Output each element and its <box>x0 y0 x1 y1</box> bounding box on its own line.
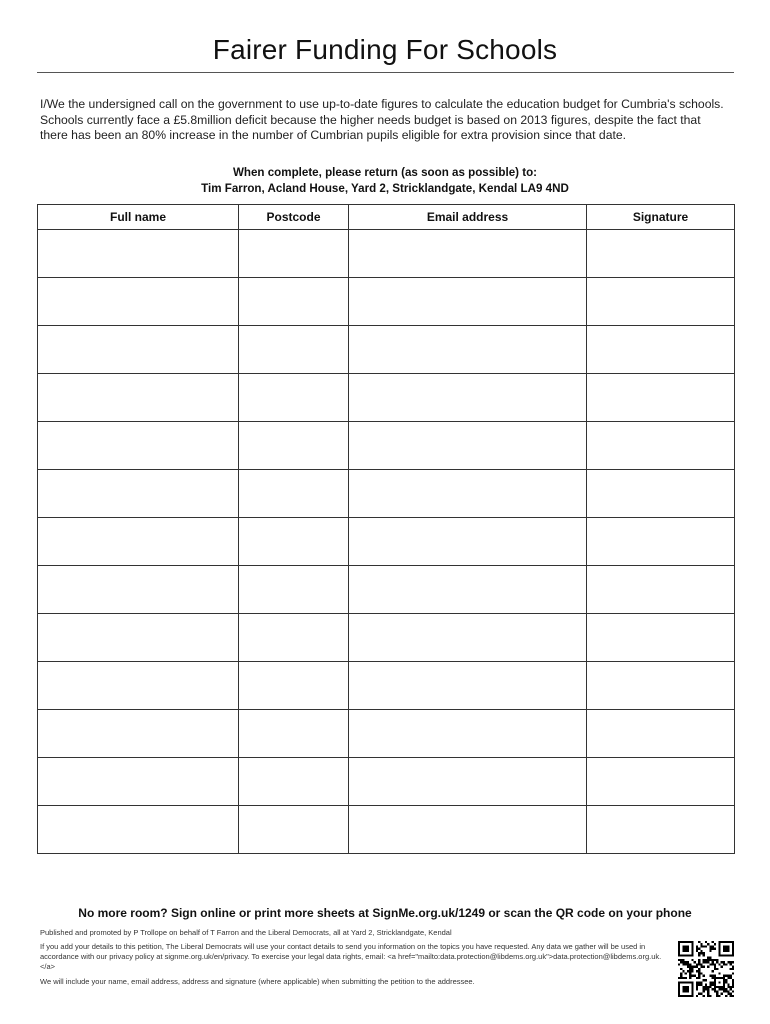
cell-signature[interactable] <box>587 806 735 854</box>
cell-full-name[interactable] <box>38 470 239 518</box>
cell-signature[interactable] <box>587 374 735 422</box>
table-row <box>38 374 735 422</box>
cell-postcode[interactable] <box>239 278 349 326</box>
cell-signature[interactable] <box>587 470 735 518</box>
return-instruction-line: When complete, please return (as soon as possible) to: <box>232 166 538 179</box>
cell-postcode[interactable] <box>239 422 349 470</box>
cell-signature[interactable] <box>587 518 735 566</box>
table-row <box>38 614 735 662</box>
cell-email[interactable] <box>349 806 587 854</box>
return-instructions <box>0 165 770 196</box>
cell-email[interactable] <box>349 614 587 662</box>
cell-email[interactable] <box>349 470 587 518</box>
table-row <box>38 518 735 566</box>
privacy-notice: If you add your details to this petition, The Liberal Democrats will use your contact details to send you information on the topics you have requested. Any data we gather will be used in accordance with our privacy policy at signme.org.uk/en/privacy. To exercise your legal data rights, email: <a href="mailto:data.protection@libdems.org.uk">data.protection@libdems.org.uk.</a> <box>40 942 662 971</box>
table-row <box>38 662 735 710</box>
cell-postcode[interactable] <box>239 470 349 518</box>
table-row <box>38 470 735 518</box>
cell-full-name[interactable] <box>38 710 239 758</box>
cell-postcode[interactable] <box>239 230 349 278</box>
table-row <box>38 278 735 326</box>
cell-postcode[interactable] <box>239 374 349 422</box>
page-title: Fairer Funding For Schools <box>212 34 558 65</box>
cell-signature[interactable] <box>587 230 735 278</box>
cell-email[interactable] <box>349 374 587 422</box>
cell-email[interactable] <box>349 758 587 806</box>
return-address: Tim Farron, Acland House, Yard 2, Stricklandgate, Kendal LA9 4ND <box>201 181 569 195</box>
qr-code-icon[interactable] <box>678 941 734 997</box>
cell-full-name[interactable] <box>38 518 239 566</box>
cell-full-name[interactable] <box>38 566 239 614</box>
cell-postcode[interactable] <box>239 518 349 566</box>
addressee-notice: We will include your name, email address, address and signature (where applicable) when submitting the petition to the addressee. <box>40 977 475 986</box>
cell-email[interactable] <box>349 566 587 614</box>
cell-signature[interactable] <box>587 278 735 326</box>
cell-full-name[interactable] <box>38 758 239 806</box>
cell-email[interactable] <box>349 518 587 566</box>
cell-postcode[interactable] <box>239 710 349 758</box>
signature-rows <box>38 230 735 854</box>
column-header-postcode: Postcode <box>239 205 349 230</box>
cell-email[interactable] <box>349 710 587 758</box>
cell-full-name[interactable] <box>38 278 239 326</box>
cell-postcode[interactable] <box>239 662 349 710</box>
column-header-full-name: Full name <box>38 205 239 230</box>
cell-signature[interactable] <box>587 662 735 710</box>
cell-email[interactable] <box>349 422 587 470</box>
table-header-row <box>38 205 735 230</box>
cell-postcode[interactable] <box>239 566 349 614</box>
cell-email[interactable] <box>349 230 587 278</box>
table-row <box>38 806 735 854</box>
cell-full-name[interactable] <box>38 422 239 470</box>
cell-full-name[interactable] <box>38 806 239 854</box>
column-header-signature: Signature <box>587 205 735 230</box>
table-row <box>38 566 735 614</box>
table-row <box>38 230 735 278</box>
signature-table <box>37 204 735 854</box>
cell-signature[interactable] <box>587 566 735 614</box>
cell-email[interactable] <box>349 278 587 326</box>
cell-full-name[interactable] <box>38 374 239 422</box>
petition-statement: I/We the undersigned call on the government to use up-to-date figures to calculate the education budget for Cumbria's schools. Schools currently face a £5.8million deficit because the higher needs budget is based on 2013 figures, despite the fact that there has been an 80% increase in the number of Cumbrian pupils eligible for extra provision since that date. <box>40 97 724 143</box>
cell-full-name[interactable] <box>38 614 239 662</box>
cell-postcode[interactable] <box>239 614 349 662</box>
cell-full-name[interactable] <box>38 662 239 710</box>
cell-full-name[interactable] <box>38 230 239 278</box>
cell-email[interactable] <box>349 662 587 710</box>
table-row <box>38 758 735 806</box>
cell-signature[interactable] <box>587 710 735 758</box>
title-divider <box>37 72 734 73</box>
online-signing-callout: No more room? Sign online or print more sheets at SignMe.org.uk/1249 or scan the QR code on your phone <box>78 906 692 920</box>
cell-signature[interactable] <box>587 758 735 806</box>
cell-full-name[interactable] <box>38 326 239 374</box>
cell-postcode[interactable] <box>239 758 349 806</box>
table-row <box>38 422 735 470</box>
cell-postcode[interactable] <box>239 326 349 374</box>
cell-signature[interactable] <box>587 614 735 662</box>
column-header-email: Email address <box>349 205 587 230</box>
cell-signature[interactable] <box>587 422 735 470</box>
imprint-text: Published and promoted by P Trollope on behalf of T Farron and the Liberal Democrats, all at Yard 2, Stricklandgate, Kendal <box>40 928 452 937</box>
cell-email[interactable] <box>349 326 587 374</box>
cell-signature[interactable] <box>587 326 735 374</box>
table-row <box>38 710 735 758</box>
cell-postcode[interactable] <box>239 806 349 854</box>
table-row <box>38 326 735 374</box>
